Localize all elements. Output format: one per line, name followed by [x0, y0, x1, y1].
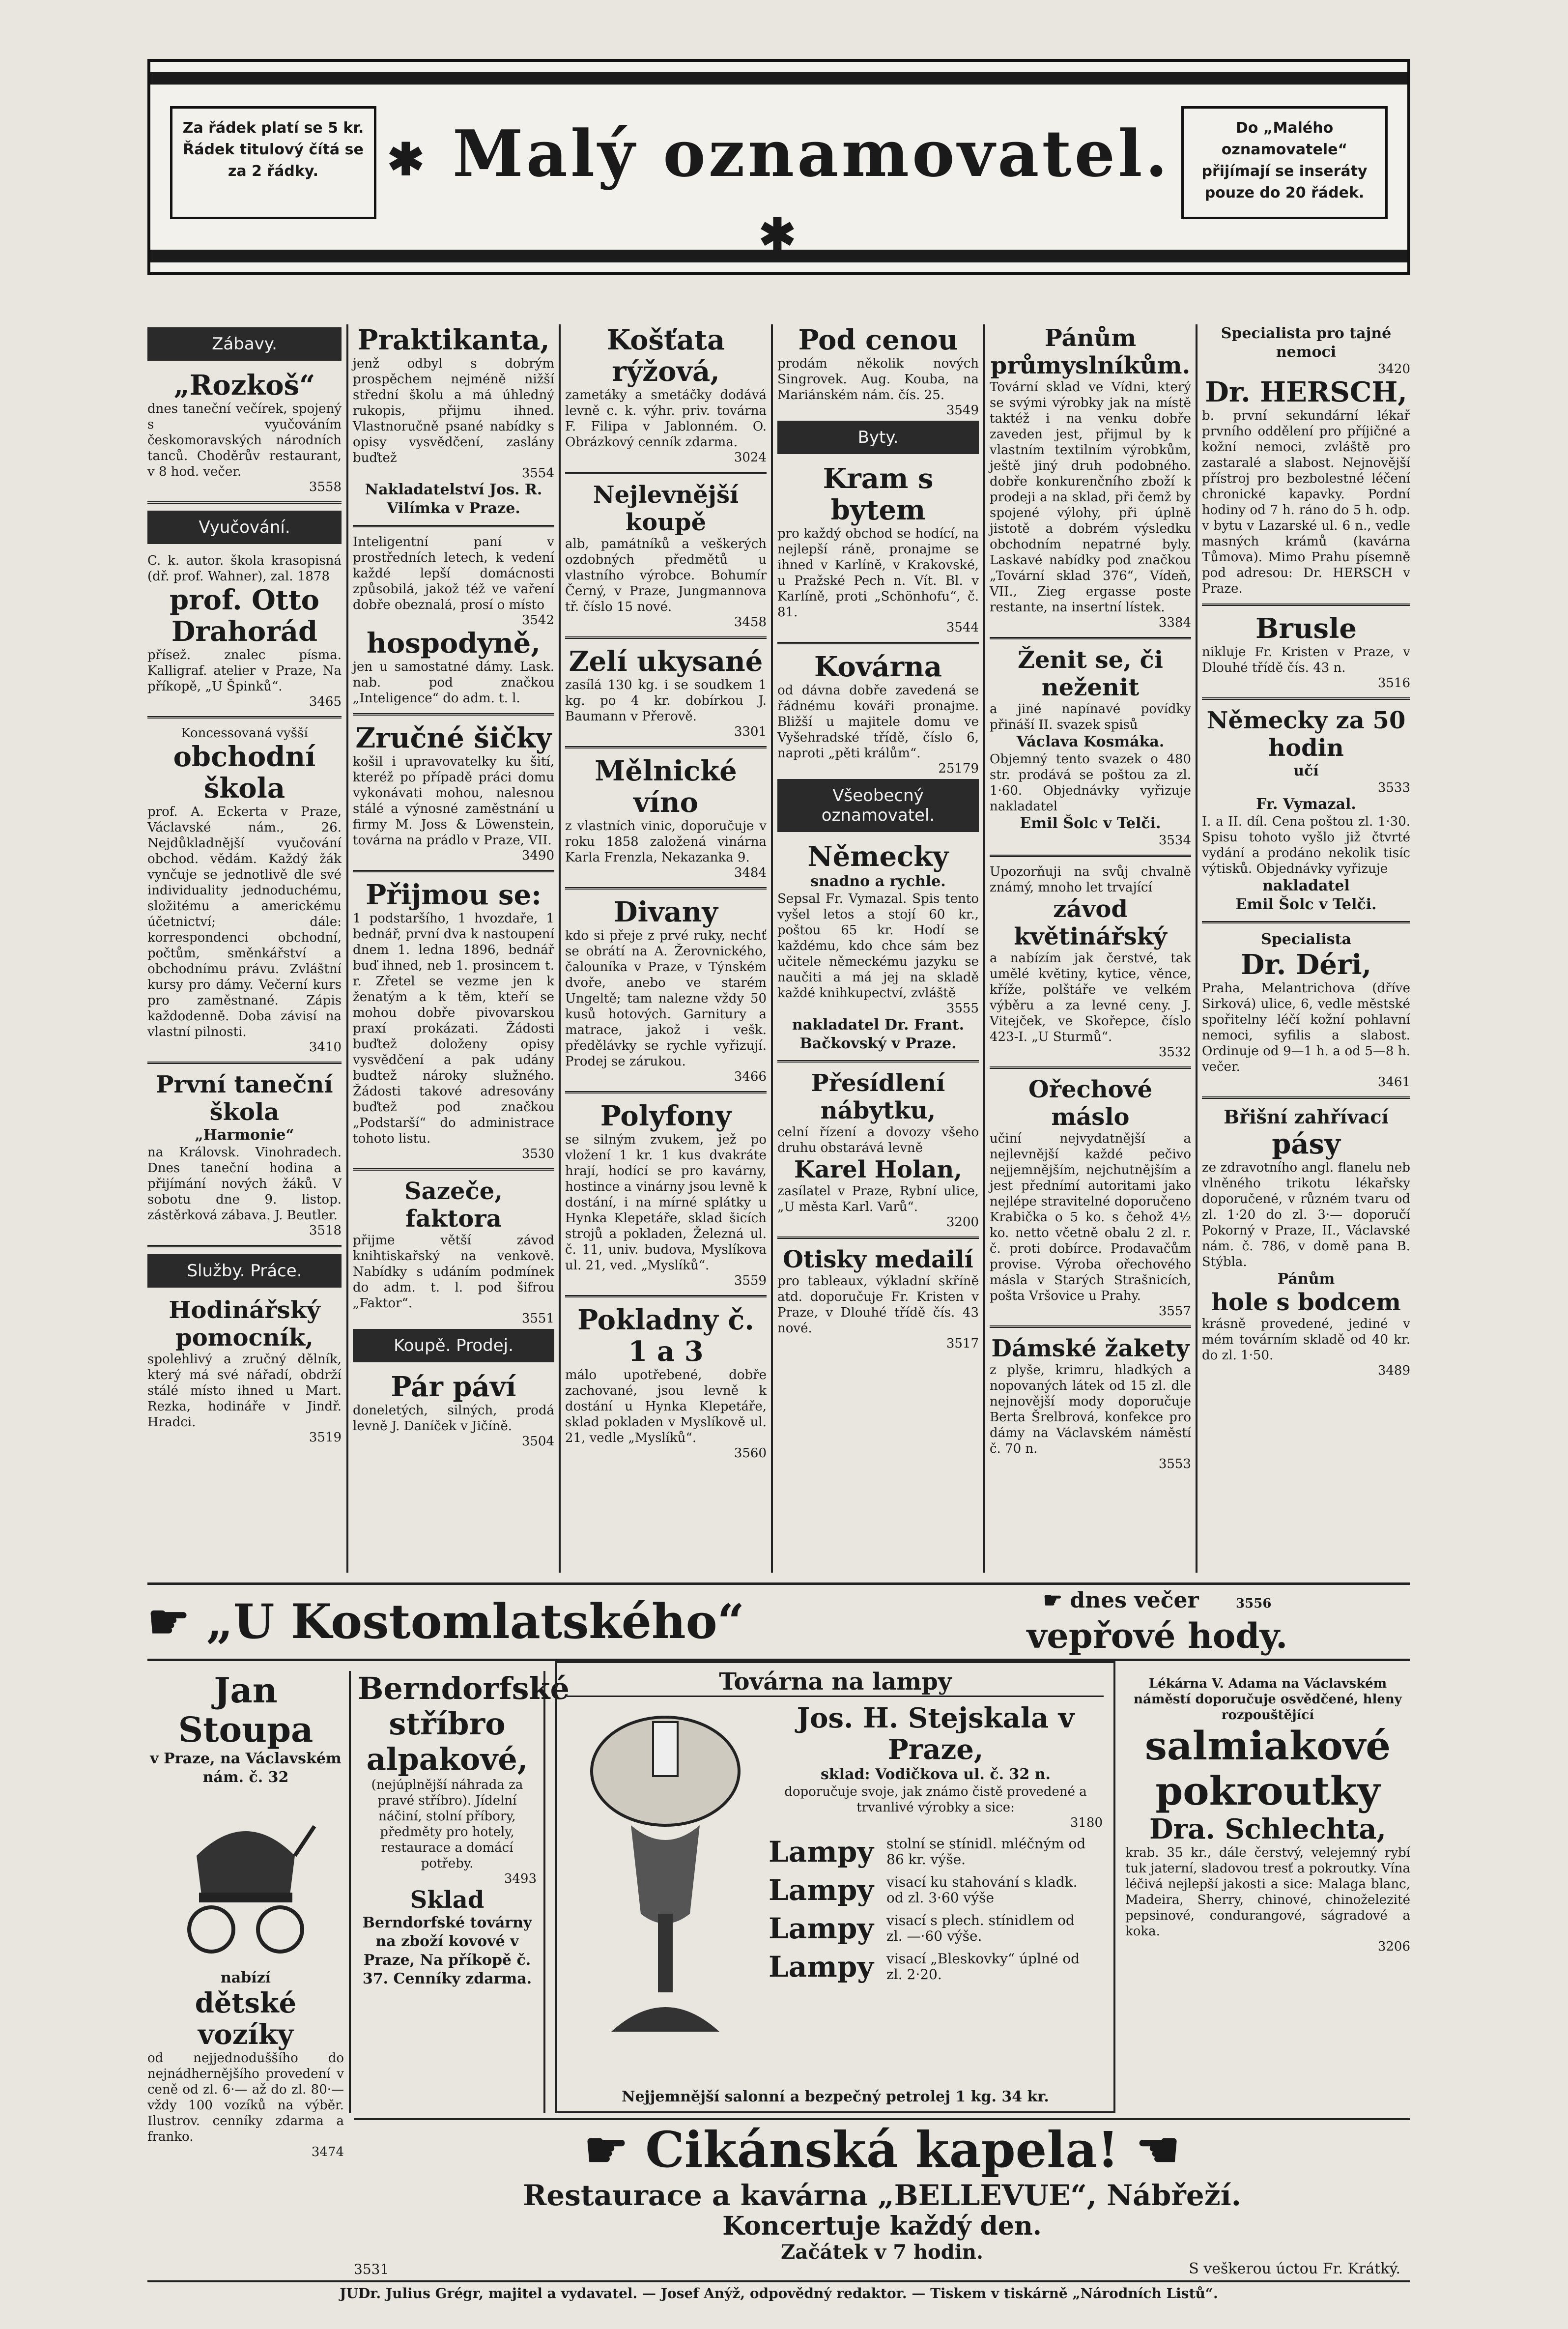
- vepr-line-1: [904, 1588, 1410, 1613]
- divider: [565, 746, 767, 748]
- column-divider: [559, 324, 561, 1573]
- ad-heading: Sazeče, faktora: [404, 1178, 503, 1233]
- ad-heading: Pokladny č. 1 a 3: [577, 1304, 754, 1368]
- ad-number: 3206: [1377, 1939, 1410, 1954]
- ad-number: 3489: [1377, 1363, 1410, 1378]
- ad-number: 3558: [309, 480, 342, 494]
- divider: [353, 870, 554, 872]
- ad-number: 3466: [734, 1069, 767, 1084]
- ad-text: Pánům: [1277, 1270, 1335, 1288]
- ad-text: dnes taneční večírek, spojený s vyučováním českomoravských národních tanců. Choděrův restaurant, v 8 hod. večer.: [147, 402, 342, 479]
- ad-text: a nabízím jak čerstvé, tak umělé květiny, kytice, věnce, kříže, polštáře ve velkém výběru a za levné ceny. J. Vitejček, ve Skořepce, číslo 423-I. „U Sturmů“.: [990, 951, 1191, 1044]
- ad-number: 3200: [946, 1215, 979, 1230]
- lampy-item-label: Lampy: [769, 1950, 874, 1984]
- lampy-item: [769, 1912, 1103, 1945]
- ad-heading: Hodinářský pomocník,: [169, 1296, 320, 1351]
- ad-subheading: Sklad: [410, 1886, 485, 1914]
- ad-text: ze zdravotního angl. flanelu neb vlněného trikotu lékařsky doporučené, v různém tvaru od zl. 1·20 do zl. 3·— doporučí Pokorný v Praze, II., Václavské nám. č. 786, v domě pana B. Stýbla.: [1202, 1160, 1410, 1269]
- divider: [565, 1295, 767, 1297]
- ad-number: 3410: [309, 1040, 342, 1055]
- ad-number: 3530: [521, 1147, 554, 1161]
- pram-icon: [172, 1797, 319, 1959]
- ad-number: 3301: [734, 724, 767, 739]
- divider: [1202, 604, 1410, 606]
- ad-heading: hole s bodcem: [1211, 1289, 1401, 1316]
- ad-number: 3461: [1377, 1075, 1410, 1090]
- ad-number: 3474: [311, 2145, 344, 2159]
- divider: [565, 1091, 767, 1093]
- ad-text: (nejúplnější náhrada za pravé stříbro). Jídelní náčiní, stolní příbory, předměty pro hotely, restaurace a domácí potřeby.: [371, 1778, 523, 1871]
- ad-heading: závod květinářský: [1014, 895, 1167, 950]
- ad-number: 3554: [521, 466, 554, 481]
- ad-text: Lékárna V. Adama na Václavském náměstí doporučuje osvědčené, hleny rozpouštějící: [1134, 1676, 1402, 1723]
- column-2: [353, 324, 554, 1573]
- divider: [777, 1060, 979, 1063]
- ad-text: se silným zvukem, jež po vložení 1 kr. 1 kus dvakráte hrají, hodící se pro kavárny, hostince a vinárny jsou levně k dostání, i na mírné splátky u Hynka Klepetáře, sklad šicích strojů a pokladen, Železná ul. č. 11, univ. budova, Myslíkova ul. 21, ved. „Myslíků“.: [565, 1132, 767, 1273]
- section-vyucovani: Vyučování.: [147, 511, 342, 544]
- divider: [1202, 921, 1410, 923]
- ad-subheading: Koncertuje každý den.: [722, 2211, 1042, 2241]
- ad-text: b. první sekundární lékař prvního oddělení pro příjičné a kožní nemoci, zvláště pro zastaralé a slabost. Nejnovější přístroj pro bezbolestné léčení chronické kapavky. Pordní hodiny od 7 h. ráno do 5 h. odp. v bytu v Lazarské ul. 6 n., vedle masných krámů (kavárna Tůmova). Mimo Prahu písemně pod adresou: Dr. HERSCH v Praze.: [1202, 408, 1410, 596]
- ad-subheading: učí: [1293, 762, 1319, 779]
- lampy-item: [769, 1835, 1103, 1869]
- ad-heading: Jos. H. Stejskala v Praze,: [797, 1702, 1075, 1766]
- ad-text: přísež. znalec písma. Kalligraf. atelier v Praze, Na příkopě, „U Špinků“.: [147, 648, 342, 694]
- ad-lampy: [555, 1661, 1115, 2113]
- divider: [777, 1236, 979, 1239]
- lampy-item-desc: visací „Bleskovky“ úplné od zl. 2·20.: [886, 1951, 1080, 1983]
- column-divider: [771, 324, 773, 1573]
- ad-number: 3516: [1377, 676, 1410, 690]
- kostomlatsky-text: „U Kostomlatského“: [206, 1594, 744, 1649]
- divider: [565, 472, 767, 474]
- lamp-icon: [572, 1707, 759, 2051]
- ad-text: přijme větší závod knihtiskařský na venkově. Nabídky s udáním podmínek do adm. t. l. pod šifrou „Faktor“.: [353, 1233, 554, 1311]
- hand-pointer-icon: ☛: [1043, 1588, 1063, 1613]
- ad-number: 3519: [309, 1430, 342, 1445]
- ad-text: od dávna dobře zavedená se řádnému kováři pronajme. Bližší u majitele domu ve Vyšehradské třídě, číslo 6, naproti „pěti králům“.: [777, 683, 979, 761]
- ad-name: Dra. Schlechta,: [1149, 1813, 1386, 1845]
- ad-heading: Berndorfské stříbro alpakové,: [358, 1670, 570, 1777]
- ad-heading: Zručné šičky: [355, 722, 552, 754]
- lampy-content: [769, 1702, 1103, 1988]
- ad-text: zametáky a smetáčky dodává levně c. k. výhr. priv. továrna F. Filipa v Jablonném. O. Obrázkový cenník zdarma.: [565, 388, 767, 450]
- ad-heading: Kram s bytem: [823, 462, 934, 526]
- ad-number: 3534: [1158, 833, 1191, 848]
- vepr-text-1: dnes večer: [1070, 1588, 1199, 1613]
- lampy-item-desc: stolní se stínidl. mléčným od 86 kr. výše.: [886, 1836, 1086, 1868]
- ad-heading: Zelí ukysané: [569, 645, 763, 678]
- vepr-line-2: vepřové hody.: [1026, 1615, 1288, 1656]
- ad-heading: Divany: [614, 896, 718, 928]
- divider: [353, 713, 554, 716]
- divider: [990, 1066, 1191, 1069]
- ad-number: 3490: [521, 848, 554, 863]
- ad-text: alb, památníků a veškerých ozdobných předmětů u vlastního výrobce. Bohumír Černý, v Praze, Jungmannova tř. číslo 15 nové.: [565, 537, 767, 614]
- divider: [990, 855, 1191, 857]
- ad-text: Praha, Melantrichova (dříve Sirková) ulice, 6, vedle městské spořitelny léčí kožní pohlavní nemoci, syfilis a slabost. Ordinuje od 9—1 h. a od 5—8 h. večer.: [1202, 981, 1410, 1074]
- section-koupe: Koupě. Prodej.: [353, 1329, 554, 1362]
- divider: [565, 887, 767, 890]
- ad-text: zasílá 130 kg. i se soudkem 1 kg. po 4 kr. dobírkou J. Baumann v Přerově.: [565, 678, 767, 724]
- ad-heading: Košťata rýžová,: [606, 324, 725, 388]
- ad-heading: Pár páví: [391, 1371, 516, 1403]
- column-3: [565, 324, 767, 1573]
- ad-number: 3518: [309, 1223, 342, 1238]
- ad-text: zasílatel v Praze, Rybní ulice, „U města Karl. Varů“.: [777, 1184, 979, 1214]
- ad-subheading: Začátek v 7 hodin.: [781, 2241, 983, 2264]
- lampy-item-label: Lampy: [769, 1873, 874, 1907]
- lampy-item-desc: visací s plech. stínidlem od zl. —·60 výše.: [886, 1912, 1075, 1944]
- section-zabavy: Zábavy.: [147, 327, 342, 361]
- banner-left-note: Za řádek platí se 5 kr. Řádek titulový čítá se za 2 řádky.: [170, 106, 376, 219]
- ad-number: 3532: [1158, 1045, 1191, 1060]
- cikanska-title: Cikánská kapela!: [645, 2121, 1119, 2179]
- ad-text: krásně provedené, jediné v mém továrním skladě od 40 kr. do zl. 1·50.: [1202, 1317, 1410, 1363]
- lampy-item-label: Lampy: [769, 1912, 874, 1945]
- lampy-list: [769, 1835, 1103, 1984]
- hand-pointer-icon: ☛: [147, 1594, 190, 1649]
- ad-text: na Královsk. Vinohradech. Dnes taneční hodina a přijímání nových žáků. V sobotu dne 9. listop. zástěrková zábava. J. Beutler.: [147, 1145, 342, 1223]
- ad-text: a jiné napínavé povídky přináší II. svazek spisů: [990, 702, 1191, 732]
- divider: [1202, 697, 1410, 700]
- ad-text: doporučuje svoje, jak známo čistě provedené a trvanlivé výrobky a sice:: [784, 1784, 1087, 1815]
- kostomlatsky-title: [147, 1594, 884, 1649]
- divider: [147, 501, 342, 504]
- ad-text: doneletých, silných, prodá levně J. Daníček v Jičíně.: [353, 1403, 554, 1434]
- ad-text: prof. A. Eckerta v Praze, Václavské nám., 26. Nejdůkladnější vyučování obchod. vědám. Každý žák vynčuje se jednotlivě dle své individuality jednoduchému, složitému a americkému účetnictví; dále: korrespondenci obchodní, počtům, směnkářství a obchodnímu právu. Zvláštní kursy pro dámy. Večerní kurs pro zaměstnané. Zápis každodenně. Doba závisí na vlastní pilnosti.: [147, 805, 342, 1039]
- ad-signature: nakladatel Dr. Frant. Bačkovský v Praze.: [792, 1016, 965, 1052]
- ad-heading: pásy: [1272, 1128, 1340, 1160]
- ad-heading: Jan Stoupa: [178, 1670, 314, 1750]
- ad-number: 3544: [946, 620, 979, 635]
- ad-heading: prof. Otto Drahorád: [170, 584, 319, 648]
- ad-text: Koncessovaná vyšší: [181, 726, 308, 741]
- ad-number: 3559: [734, 1273, 767, 1288]
- column-1: [147, 324, 342, 1573]
- ad-text: z plyše, krimru, hladkých a nopovaných látek od 15 zl. dle nejnovější mody doporučuje Berta Šrelbrová, konfekce pro dámy na Václavském náměstí č. 70 n.: [990, 1363, 1191, 1456]
- ad-text: Tovární sklad ve Vídni, který se svými výrobky jak na místě taktéž i na venku dobře zaveden jest, přijmul by k vlastním textilním výrobkům, ještě jiný druh podobného. dobře konkurenčního zboží k prodeji a na sklad, při čemž by spojené výlohy, při úplně jistotě a dobrém výsledku obchodním nepatrné byly. Laskavé nabídky pod značkou „Tovární sklad 376“, Vídeň, VII., Zieg ergasse poste restante, na insertní lístek.: [990, 380, 1191, 615]
- ad-text: jen u samostatné dámy. Lask. nab. pod značkou „Inteligence“ do adm. t. l.: [353, 660, 554, 706]
- newspaper-page: [147, 59, 1410, 2301]
- ad-heading: Dr. Déri,: [1240, 949, 1372, 981]
- ad-number: 3493: [504, 1871, 537, 1886]
- ad-number: 3420: [1377, 362, 1410, 376]
- ad-number: 3560: [734, 1446, 767, 1461]
- ad-cikanska: [354, 2118, 1410, 2277]
- ad-heading: Mělnické víno: [595, 755, 737, 819]
- section-byty: Byty.: [777, 421, 979, 454]
- ad-salmiak: [1125, 1676, 1410, 1981]
- ad-text: Sepsal Fr. Vymazal. Spis tento vyšel letos a stojí 60 kr., poštou 65 kr. Hodí se každému, kdo chce sám bez učitele německému jazyku se naučiti a má jej na skladě každé knihkupectví, zvláště: [777, 891, 979, 1001]
- ad-signature: nakladatel: [1262, 877, 1350, 894]
- divider: [147, 1245, 342, 1247]
- ad-number: 3484: [734, 865, 767, 880]
- imprint-footer: JUDr. Julius Grégr, majitel a vydavatel. — Josef Anýž, odpovědný redaktor. — Tiskem v tiskárně „Národních Listů“.: [147, 2280, 1410, 2305]
- ad-text: celní řízení a dovozy všeho druhu obstarává levně: [777, 1125, 979, 1155]
- header-banner: [147, 59, 1410, 275]
- ad-heading: Kovárna: [814, 651, 942, 683]
- ad-text: prodám několik nových Singrovek. Aug. Kouba, na Mariánském nám. čís. 25.: [777, 356, 979, 403]
- ad-number: 3553: [1158, 1457, 1191, 1471]
- banner-top-bar: [150, 72, 1407, 85]
- banner-right-note: Do „Malého oznamovatele“ přijímají se inseráty pouze do 20 řádek.: [1181, 106, 1388, 219]
- ad-text: 1 podstaršího, 1 hvozdaře, 1 bednář, první dva k nastoupení dnem 1. ledna 1896, bednář buď ihned, neb 1. prosincem t. r. Zřetel se vezme jen k ženatým a k těm, kteří se mohou dobře pivovarskou praxí prokázati. Žádosti buďtež doloženy opisy vysvědčení a pak udány budtež nároky služného. Žádosti takové adresovány buďtež pod značkou „Podstarší“ do administrace tohoto listu.: [353, 911, 554, 1146]
- ad-text: v Praze, na Václavském nám. č. 32: [150, 1750, 342, 1786]
- ad-heading: salmiakové pokroutky: [1144, 1723, 1391, 1814]
- divider: [565, 636, 767, 639]
- ad-heading: Otisky medailí: [783, 1246, 973, 1273]
- ad-number: 3557: [1158, 1304, 1191, 1319]
- ad-heading: Dámské žakety: [991, 1335, 1190, 1362]
- lampy-item: [769, 1950, 1103, 1984]
- ad-text: krab. 35 kr., dále čerstvý, velejemný rybí tuk jaterní, sladovou tresť a pokroutky. Vína léčivá nejlepší jakosti a sice: Malaga blanc, Madeira, Sherry, chinové, chinoželezité pepsinové, condurangové, ságradové a koka.: [1125, 1845, 1410, 1939]
- ad-number: 3504: [521, 1434, 554, 1449]
- ad-text: spolehlivý a zručný dělník, který má své nářadí, obdrží stálé místo ihned u Mart. Rezka, hodináře v Jindř. Hradci.: [147, 1352, 342, 1430]
- ad-signature: Nakladatelství Jos. R. Vilímka v Praze.: [365, 481, 542, 517]
- ad-heading: Přijmou se:: [366, 879, 542, 911]
- ad-number: 3549: [946, 403, 979, 418]
- ad-heading: Továrna na lampy: [567, 1668, 1104, 1697]
- ad-number: 3555: [946, 1001, 979, 1016]
- ad-name: Fr. Vymazal.: [1256, 796, 1356, 813]
- divider: [147, 716, 342, 719]
- ad-text: kdo si přeje z prvé ruky, nechť se obrátí na A. Žerovnického, čalouníka v Praze, v Týnském dvoře, anebo ve starém Ungeltě; tam nalezne vždy 50 kusů hotových. Garnitury a matrace, jakož i vešk. předělávky se rychle vyřizují. Prodej se zárukou.: [565, 928, 767, 1069]
- ad-number: 25179: [938, 761, 979, 776]
- divider: [353, 525, 554, 527]
- ad-heading: Dr. HERSCH,: [1205, 376, 1407, 408]
- column-4: [777, 324, 979, 1573]
- ad-heading: Polyfony: [600, 1100, 732, 1132]
- ad-number: 3517: [946, 1336, 979, 1351]
- ad-name: Karel Holan,: [794, 1156, 962, 1183]
- ad-berndorf: [349, 1670, 570, 2113]
- banner-title: [386, 116, 1171, 266]
- lampy-item: [769, 1873, 1103, 1907]
- column-5: [990, 324, 1191, 1573]
- ad-text: nikluje Fr. Kristen v Praze, v Dlouhé třídě čís. 43 n.: [1202, 645, 1410, 675]
- ad-heading: Německy za 50 hodin: [1206, 707, 1406, 762]
- ad-heading: První taneční škola: [156, 1071, 333, 1126]
- section-sluzby: Služby. Práce.: [147, 1254, 342, 1288]
- ad-text: jenž odbyl s dobrým prospěchem nejméně nižší střední školu a má úhledný rukopis, přijmu ihned. Vlastnoručně psané nabídky s opisy vysvědčení, zaslány buďtež: [353, 356, 554, 465]
- ad-subheading: Restaurace a kavárna „BELLEVUE“, Nábřeží.: [523, 2179, 1241, 2212]
- column-divider: [1196, 324, 1197, 1573]
- ad-name: Václava Kosmáka.: [1016, 733, 1165, 750]
- ad-preheading: Specialista pro tajné nemoci: [1221, 325, 1392, 361]
- ad-text: od nejjednoduššího do nejnádhernějšího provedení v ceně od zl. 6·— až do zl. 80·— vždy 100 vozíků na výběr. Ilustrov. cenníky zdarma a franko.: [147, 2051, 344, 2144]
- ad-text: Upozorňuji na svůj chvalně známý, mnoho let trvající: [990, 864, 1191, 895]
- ad-text: Berndorfské továrny na zboží kovové v Praze, Na příkopě č. 37. Cenníky zdarma.: [362, 1914, 532, 1987]
- ad-text: pro tableaux, výkladní skříně atd. doporučuje Fr. Kristen v Praze, v Dlouhé třídě čís. 43 nové.: [777, 1274, 979, 1336]
- ad-heading: [354, 2120, 1410, 2179]
- ad-heading: Praktikanta,: [357, 324, 550, 356]
- ad-text: málo upotřebené, dobře zachované, jsou levně k dostání u Hynka Klepetáře, sklad pokladen v Myslíkově ul. 21, vedle „Myslíků“.: [565, 1368, 767, 1445]
- divider: [147, 1062, 342, 1064]
- ad-text: Objemný tento svazek o 480 str. prodává se poštou za zl. 1·60. Objednávky vyřizuje nakladatel: [990, 752, 1191, 814]
- ad-number: 3024: [734, 450, 767, 465]
- ad-number: 3384: [1158, 615, 1191, 630]
- ad-text: Inteligentní paní v prostředních letech, k vedení každé lepší domácnosti způsobilá, jakož též ve vaření dobře obeznalá, prosí o místo: [353, 535, 554, 612]
- ad-stoupa: [147, 1671, 344, 2221]
- ad-heading: Ořechové máslo: [1028, 1076, 1153, 1131]
- ad-number: 3531: [354, 2261, 389, 2277]
- ad-subheading: nabízí: [220, 1969, 271, 1986]
- ad-heading: obchodní škola: [173, 741, 316, 805]
- column-divider: [346, 324, 348, 1573]
- ad-footer: Nejjemnější salonní a bezpečný petrolej 1 kg. 34 kr.: [622, 2088, 1049, 2105]
- ad-preheading: Břišní zahřívací: [1224, 1106, 1389, 1128]
- star-icon: ✱: [759, 208, 799, 261]
- ad-number: 3542: [521, 613, 554, 628]
- divider: [990, 637, 1191, 639]
- hand-pointer-icon: ☛: [584, 2121, 628, 2179]
- ad-preheading: Specialista: [1261, 931, 1351, 948]
- ad-heading: Brusle: [1255, 612, 1357, 645]
- divider: [990, 1325, 1191, 1328]
- kostomlatsky-strip: [147, 1582, 1410, 1661]
- ad-heading: Přesídlení nábytku,: [811, 1069, 945, 1124]
- column-6: [1202, 324, 1410, 1573]
- ad-signature: S veškerou úctou Fr. Krátký.: [1189, 2260, 1400, 2277]
- ad-heading: Německy: [807, 840, 949, 873]
- ad-heading: hospodyně,: [367, 627, 541, 660]
- vepr-number: 3556: [1236, 1596, 1272, 1611]
- column-divider: [983, 324, 985, 1573]
- ad-text: I. a II. díl. Cena poštou zl. 1·30. Spisu tohoto vyšlo již čtvrté vydání a prodáno nekolik tisíc výtisků. Objednávky vyřizuje: [1202, 814, 1410, 876]
- ad-signature: Emil Šolc v Telči.: [1235, 896, 1377, 913]
- ad-heading: Pod cenou: [798, 324, 958, 356]
- ad-text: učiní nejvydatnější a nejlevnější každé pečivo nejjemnějším, nejchutnějším a jest přednímí autoritami jako nejlépe stravitelné doporučeno Krabička o 5 ko. s čehož 4½ ko. netto včetně obalu 2 zl. r. č. proti dobírce. Prodavačům provise. Výroba ořechového másla v Starých Strašnicích, pošta Vršovice u Prahy.: [990, 1131, 1191, 1303]
- ad-heading: dětské vozíky: [195, 1987, 297, 2051]
- ad-heading: „Rozkoš“: [173, 369, 315, 402]
- ad-text: C. k. autor. škola krasopisná (dř. prof. Wahner), zal. 1878: [147, 553, 342, 584]
- ad-subheading: snadno a rychle.: [810, 873, 946, 890]
- star-icon: ✱: [387, 133, 428, 186]
- ad-heading: Pánům průmyslníkům.: [990, 324, 1191, 379]
- hand-pointer-icon: ☚: [1136, 2121, 1180, 2179]
- ad-text: z vlastních vinic, doporučuje v roku 1858 založená vinárna Karla Frenzla, Nekazanka 9.: [565, 819, 767, 865]
- ad-number: 3465: [309, 694, 342, 709]
- ad-number: 3458: [734, 615, 767, 630]
- ad-subheading: „Harmonie“: [195, 1126, 294, 1144]
- divider: [1202, 1096, 1410, 1099]
- banner-title-text: Malý oznamovatel.: [452, 116, 1170, 191]
- section-oznamovatel: Všeobecný oznamovatel.: [777, 779, 979, 832]
- ad-subheading: sklad: Vodičkova ul. č. 32 n.: [821, 1766, 1051, 1783]
- ad-number: 3551: [521, 1311, 554, 1326]
- ad-heading: Nejlevnější koupě: [593, 481, 739, 536]
- divider: [353, 1168, 554, 1171]
- ad-text: košil i upravovatelky ku šití, kteréž po případě práci domu vykonávati mohou, nalesnou stálé a výnosné zaměstnání u firmy M. Joss & Löwenstein, továrna na prádlo v Praze, VII.: [353, 754, 554, 848]
- lampy-item-label: Lampy: [769, 1835, 874, 1869]
- ad-number: 3180: [1070, 1815, 1103, 1830]
- ad-number: 3533: [1377, 780, 1410, 795]
- ad-signature: Emil Šolc v Telči.: [1020, 815, 1161, 832]
- ad-text: pro každý obchod se hodící, na nejlepší ráně, pronajme se ihned v Karlíně, v Krakovské, u Pražské Pech n. Vít. Bl. v Karlíně, proti „Schönhofu“, č. 81.: [777, 526, 979, 620]
- ad-heading: Ženit se, či neženit: [1017, 646, 1164, 701]
- divider: [777, 642, 979, 644]
- lampy-item-desc: visací ku stahování s kladk. od zl. 3·60 výše: [886, 1874, 1078, 1906]
